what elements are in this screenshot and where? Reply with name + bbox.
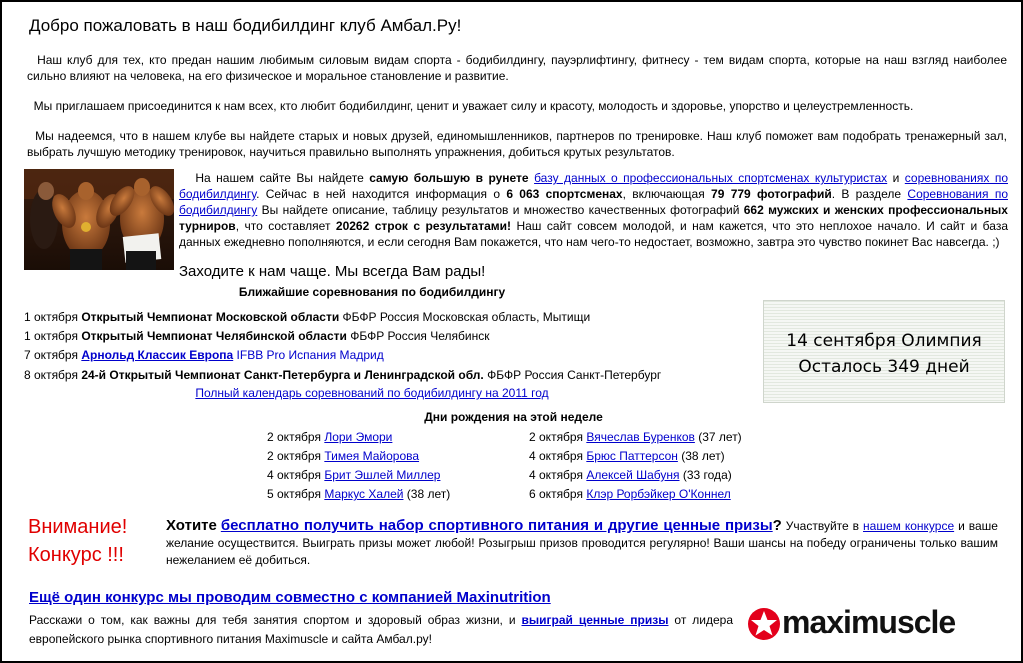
full-calendar-link[interactable]: Полный календарь соревнований по бодибилдингу на 2011 год <box>195 386 549 400</box>
birthday-item <box>267 468 440 482</box>
birthday-person-link[interactable]: Алексей Шабуня <box>586 468 680 482</box>
birthday-age: (38 лет) <box>406 487 451 501</box>
olympia-countdown-box <box>763 300 1005 403</box>
maximuscle-logo[interactable] <box>747 598 999 650</box>
bodybuilder-photo <box>24 169 174 270</box>
event-row <box>24 310 590 324</box>
db-text-5: . В разделе <box>831 187 908 201</box>
db-photos-count: 79 779 фотографий <box>711 187 832 201</box>
birthday-date: 2 октября <box>267 449 321 463</box>
maxi-text-1: Расскажи о том, как важны для тебя занятия спортом и здоровый образ жизни, и <box>29 613 522 627</box>
intro-paragraph-2 <box>27 98 1007 114</box>
event-row <box>24 329 489 343</box>
competitions-link[interactable]: соревнованиях по бодибилдингу <box>179 171 1008 201</box>
intro-text-2: Мы приглашаем присоединится к нам всех, кто любит бодибилдинг, ценит и уважает силу и красоту, молодость и здоровье, упорство и целеустремленность. <box>33 99 914 113</box>
db-text-6: Вы найдете описание, таблицу результатов и множество качественных фотографий <box>257 203 744 217</box>
event-details: ФБФР Россия Московская область, Мытищи <box>342 310 591 324</box>
db-tournaments-count: 662 мужских и женских профессиональных турниров <box>179 203 1008 233</box>
competitions-section-link[interactable]: Соревнования по бодибилдингу <box>179 187 1008 217</box>
birthday-person-link[interactable]: Тимея Майорова <box>324 449 420 463</box>
maxinutrition-contest-link[interactable]: Ещё один конкурс мы проводим совместно с компанией Maxinutrition <box>29 589 551 606</box>
birthday-date: 4 октября <box>529 449 583 463</box>
db-bold-1: самую большую в рунете <box>369 171 529 185</box>
attention-line-2: Конкурс !!! <box>28 544 124 566</box>
birthday-item <box>529 468 732 482</box>
birthday-person-link[interactable]: Лори Эмори <box>324 430 393 444</box>
contest-question-mark: ? <box>772 517 782 534</box>
db-text-7: , что составляет <box>235 219 336 233</box>
db-text-2: и <box>887 171 905 185</box>
birthday-date: 4 октября <box>529 468 583 482</box>
event-date: 1 октября <box>24 310 78 324</box>
birthday-age: (37 лет) <box>698 430 742 444</box>
attention-line-1: Внимание! <box>28 516 128 538</box>
event-details: ФБФР Россия Челябинск <box>350 329 490 343</box>
birthday-person-link[interactable]: Клэр Рорбэйкер О'Коннел <box>586 487 731 501</box>
intro-text-3: Мы надеемся, что в нашем клубе вы найдете старых и новых друзей, единомышленников, партнеров по тренировке. Наш клуб поможет вам подобрать тренажерный зал, выбрать лучшую методику тренировок, научиться правильно выполнять упражнения, добиться крутых результатов. <box>27 129 1007 159</box>
birthday-item <box>529 449 725 463</box>
contest-text-2: и ваше желание осуществится. Выиграть призы может любой! Розыгрыш призов проводится регулярно! Ваши шансы на победу ограничены только вашим нежеланием её добиться. <box>166 519 998 567</box>
contest-want: Хотите <box>166 517 217 534</box>
maxi-contest-paragraph <box>29 611 733 649</box>
event-details: IFBB Pro Испания Мадрид <box>236 348 384 362</box>
db-text-4: , включающая <box>622 187 712 201</box>
contest-attention <box>28 513 127 569</box>
event-date: 7 октября <box>24 348 78 362</box>
birthday-item <box>529 430 742 444</box>
intro-paragraph-3 <box>27 128 1007 160</box>
birthday-person-link[interactable]: Брит Эшлей Миллер <box>324 468 441 482</box>
birthday-item <box>267 430 392 444</box>
win-prizes-link[interactable]: выиграй ценные призы <box>521 613 669 627</box>
birthday-item <box>529 487 731 501</box>
event-name: Открытый Чемпионат Челябинской области <box>81 329 347 343</box>
page-title: Добро пожаловать в наш бодибилдинг клуб Амбал.Ру! <box>29 16 462 35</box>
event-link-arnold-classic[interactable]: Арнольд Классик Европа <box>81 348 234 362</box>
event-name: Открытый Чемпионат Московской области <box>81 310 340 324</box>
birthday-date: 2 октября <box>529 430 583 444</box>
birthday-date: 4 октября <box>267 468 321 482</box>
free-prizes-link[interactable]: бесплатно получить набор спортивного питания и другие ценные призы <box>220 517 773 534</box>
upcoming-competitions-heading: Ближайшие соревнования по бодибилдингу <box>238 285 506 299</box>
contest-paragraph <box>166 517 998 569</box>
birthdays-heading: Дни рождения на этой неделе <box>424 410 603 424</box>
birthday-item <box>267 449 419 463</box>
intro-paragraph-1 <box>27 52 1007 84</box>
bodybuilder-photo-image <box>24 169 174 270</box>
welcome-line: Заходите к нам чаще. Мы всегда Вам рады! <box>179 263 486 280</box>
event-name: 24-й Открытый Чемпионат Санкт-Петербурга и Ленинградской обл. <box>81 368 484 382</box>
countdown-text <box>764 328 1004 380</box>
event-details: ФБФР Россия Санкт-Петербург <box>487 368 662 382</box>
birthday-date: 2 октября <box>267 430 321 444</box>
event-date: 1 октября <box>24 329 78 343</box>
event-row <box>24 368 661 382</box>
countdown-days: Осталось 349 дней <box>798 357 970 377</box>
database-paragraph <box>179 170 1008 250</box>
event-date: 8 октября <box>24 368 78 382</box>
db-text-8: Наш сайт совсем молодой, и нам кажется, что это неплохое начало. И сайт и база данных ежедневно пополняются, и если сегодня Вам покажется, что нам чего-то недостает, возможно, завтра это чувство покинет Вас навсегда. ;) <box>179 219 1008 249</box>
maxi-contest-heading <box>29 589 551 606</box>
athletes-database-link[interactable]: базу данных о профессиональных спортсменах культуристах <box>534 171 888 185</box>
db-text-3: . Сейчас в ней находится информация о <box>256 187 507 201</box>
intro-text-1: Наш клуб для тех, кто предан нашим любимым силовым видам спорта - бодибилдингу, пауэрлифтингу, фитнесу - тем видам спорта, которые на наш взгляд наиболее сильно влияют на человека, на его физическое и моральное становление и развитие. <box>27 53 1007 83</box>
birthday-date: 5 октября <box>267 487 321 501</box>
birthday-person-link[interactable]: Вячеслав Буренков <box>586 430 695 444</box>
birthday-age: (33 года) <box>682 468 732 482</box>
countdown-event: 14 сентября Олимпия <box>786 331 982 351</box>
maximuscle-star-icon <box>747 607 781 641</box>
db-athletes-count: 6 063 спортсменах <box>506 187 623 201</box>
calendar-link-wrapper <box>2 386 742 400</box>
birthday-age: (38 лет) <box>681 449 725 463</box>
our-contest-link[interactable]: нашем конкурсе <box>863 519 955 533</box>
maxi-text-2: от лидера европейского рынка спортивного питания Maximuscle и сайта Амбал.ру! <box>29 613 734 646</box>
event-row <box>24 348 384 362</box>
birthday-item <box>267 487 450 501</box>
db-text-1: На нашем сайте Вы найдете <box>195 171 370 185</box>
birthday-date: 6 октября <box>529 487 583 501</box>
db-results-count: 20262 строк с результатами! <box>335 219 511 233</box>
maximuscle-wordmark: maximuscle <box>782 604 956 640</box>
birthday-person-link[interactable]: Маркус Халей <box>324 487 404 501</box>
birthday-person-link[interactable]: Брюс Паттерсон <box>586 449 678 463</box>
contest-text-1: Участвуйте в <box>781 519 864 533</box>
